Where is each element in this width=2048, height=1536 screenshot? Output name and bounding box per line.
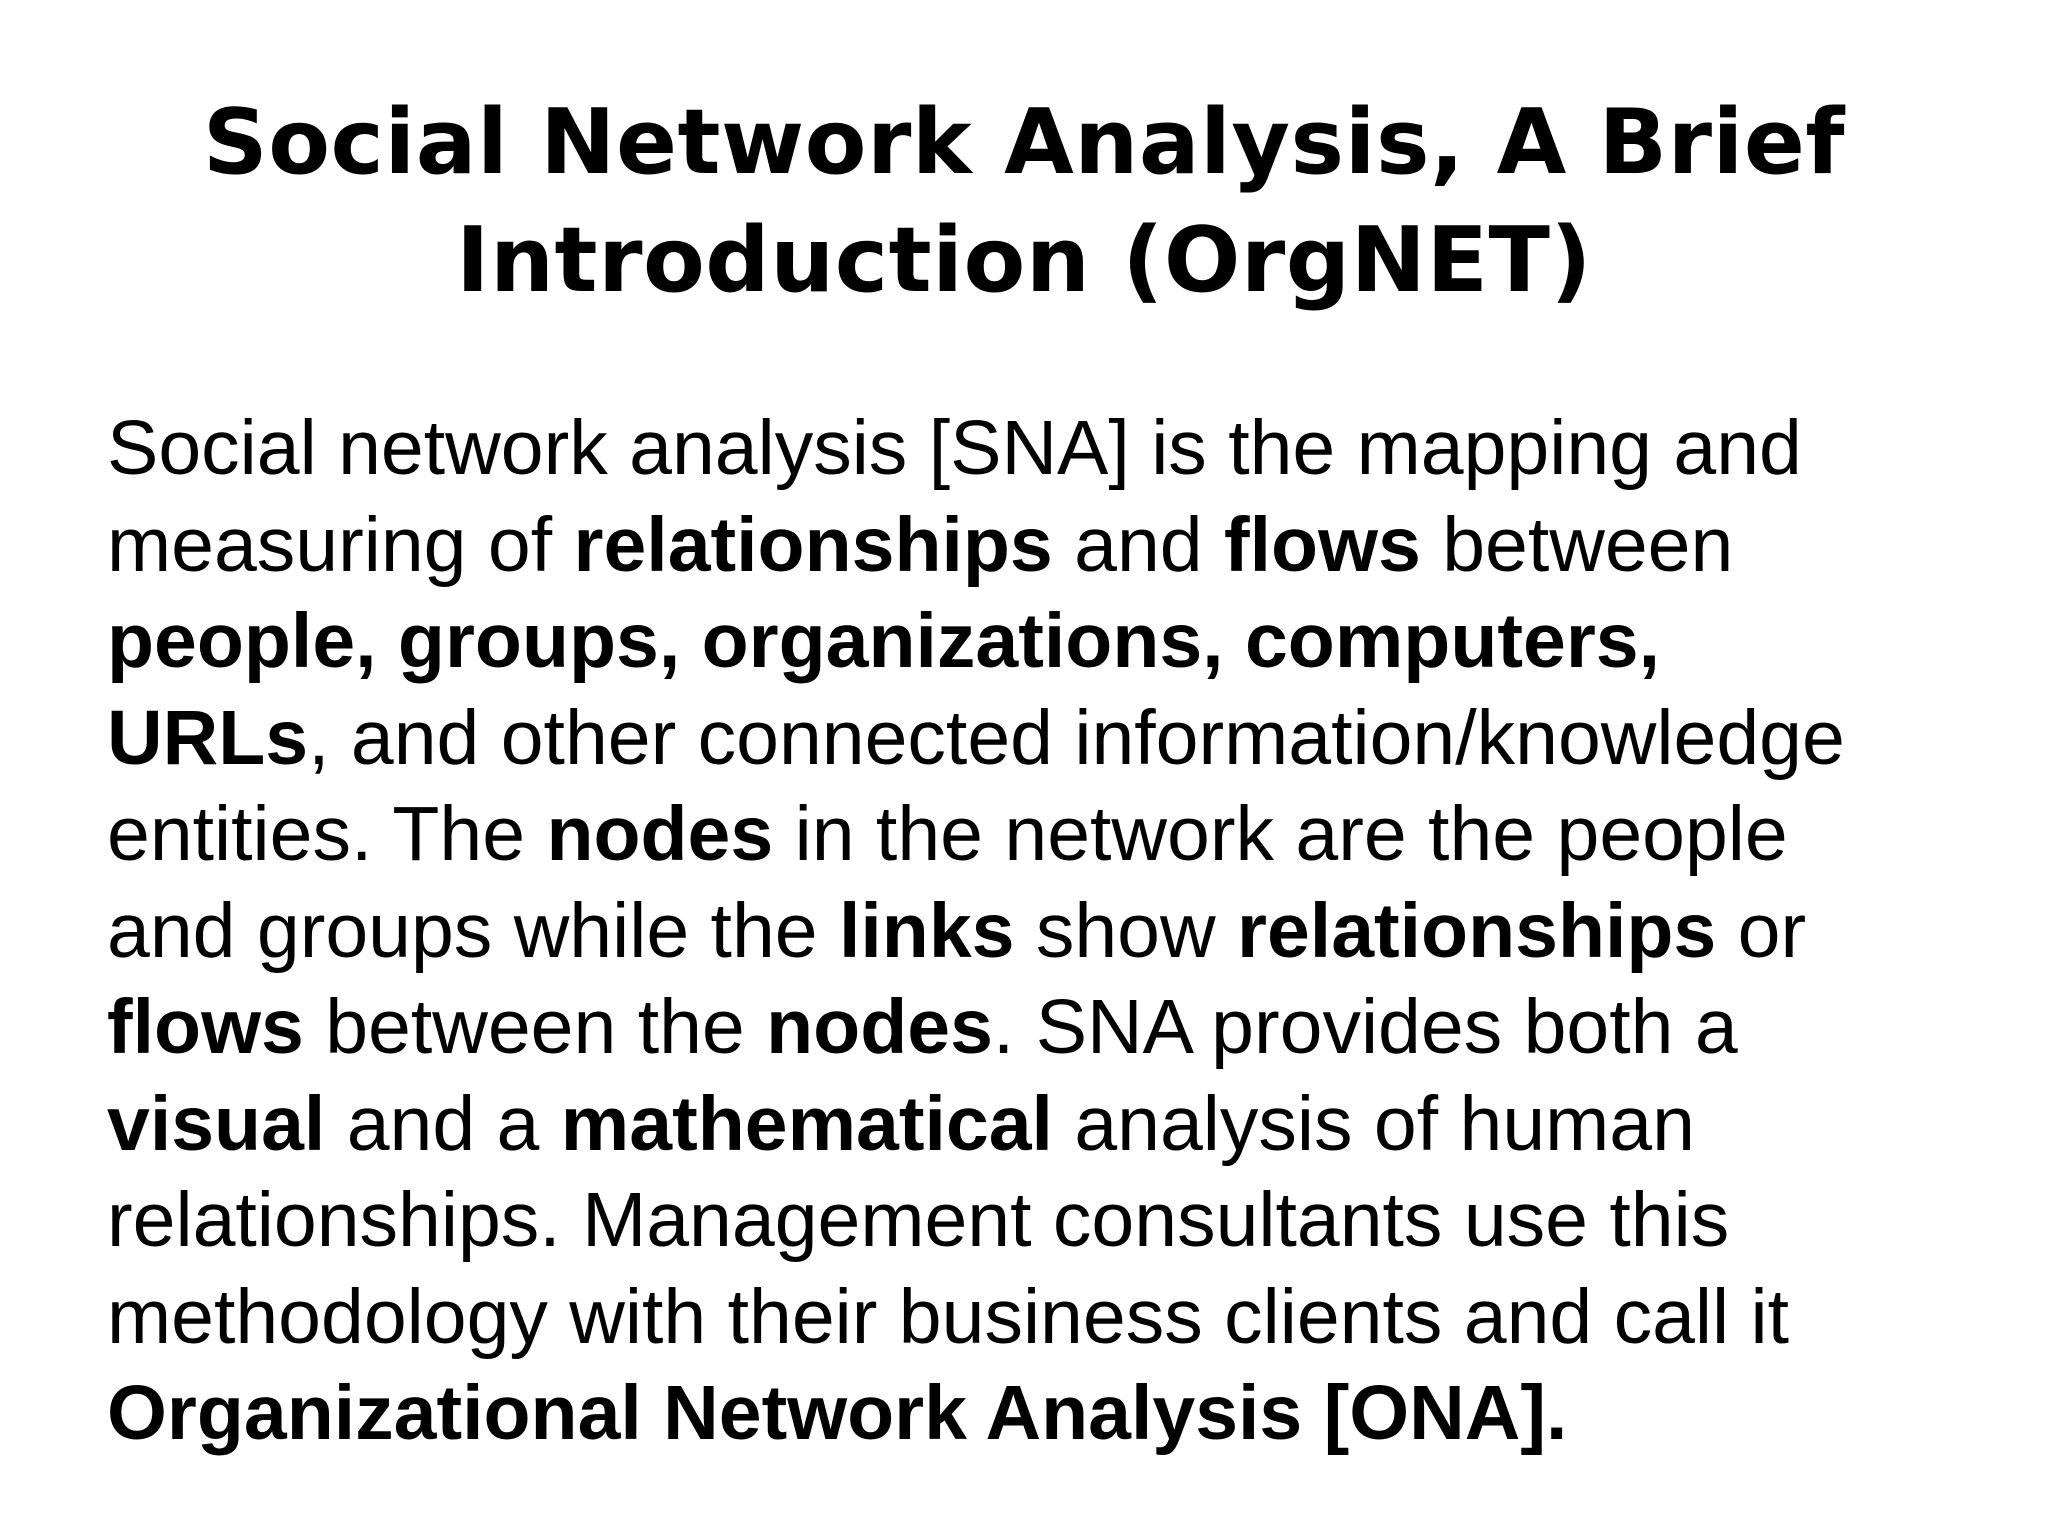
bold-text: nodes xyxy=(546,791,774,877)
body-line xyxy=(107,690,1987,787)
text-run: Social network analysis [SNA] is the mapping and xyxy=(107,405,1802,491)
text-run: in the network are the people xyxy=(773,791,1788,877)
slide-body-text xyxy=(107,400,1987,1462)
text-run: relationships. Management consultants use this xyxy=(107,1177,1730,1263)
bold-text: flows xyxy=(1224,501,1421,588)
body-line xyxy=(107,1365,1987,1462)
body-line xyxy=(107,883,1987,980)
text-run: and xyxy=(1052,501,1225,588)
body-line xyxy=(107,593,1987,690)
body-line xyxy=(107,1172,1987,1269)
bold-text: Organizational Network Analysis [ONA]. xyxy=(107,1370,1568,1456)
slide-title-line-1: Social Network Analysis, A Brief xyxy=(202,90,1846,195)
bold-text: people, groups, organizations, computers, xyxy=(107,598,1661,684)
slide-title-line-2: Introduction (OrgNET) xyxy=(455,208,1593,313)
body-line xyxy=(107,1076,1987,1173)
text-run: show xyxy=(1014,887,1238,974)
body-line xyxy=(107,979,1987,1076)
bold-text: nodes xyxy=(766,984,993,1070)
text-run: and a xyxy=(325,1080,561,1167)
text-run: measuring of xyxy=(107,501,574,588)
text-run: , and other connected information/knowledge xyxy=(308,694,1845,781)
body-line xyxy=(107,1269,1987,1366)
body-line xyxy=(107,497,1987,594)
bold-text: visual xyxy=(107,1080,326,1167)
bold-text: relationships xyxy=(1237,887,1717,974)
body-line xyxy=(107,786,1987,883)
bold-text: flows xyxy=(107,984,304,1070)
bold-text: links xyxy=(839,887,1015,974)
text-run: entities. The xyxy=(107,791,547,877)
text-run: methodology with their business clients and call it xyxy=(107,1273,1790,1360)
bold-text: relationships xyxy=(573,501,1053,588)
bold-text: mathematical xyxy=(560,1080,1053,1167)
body-line xyxy=(107,400,1987,497)
text-run: between the xyxy=(303,984,767,1070)
bold-text: URLs xyxy=(107,694,309,781)
slide-title xyxy=(0,84,2048,320)
text-run: or xyxy=(1716,887,1807,974)
text-run: and groups while the xyxy=(107,887,839,974)
text-run: between xyxy=(1420,501,1734,588)
text-run: analysis of human xyxy=(1052,1080,1695,1167)
text-run: . SNA provides both a xyxy=(992,984,1738,1070)
